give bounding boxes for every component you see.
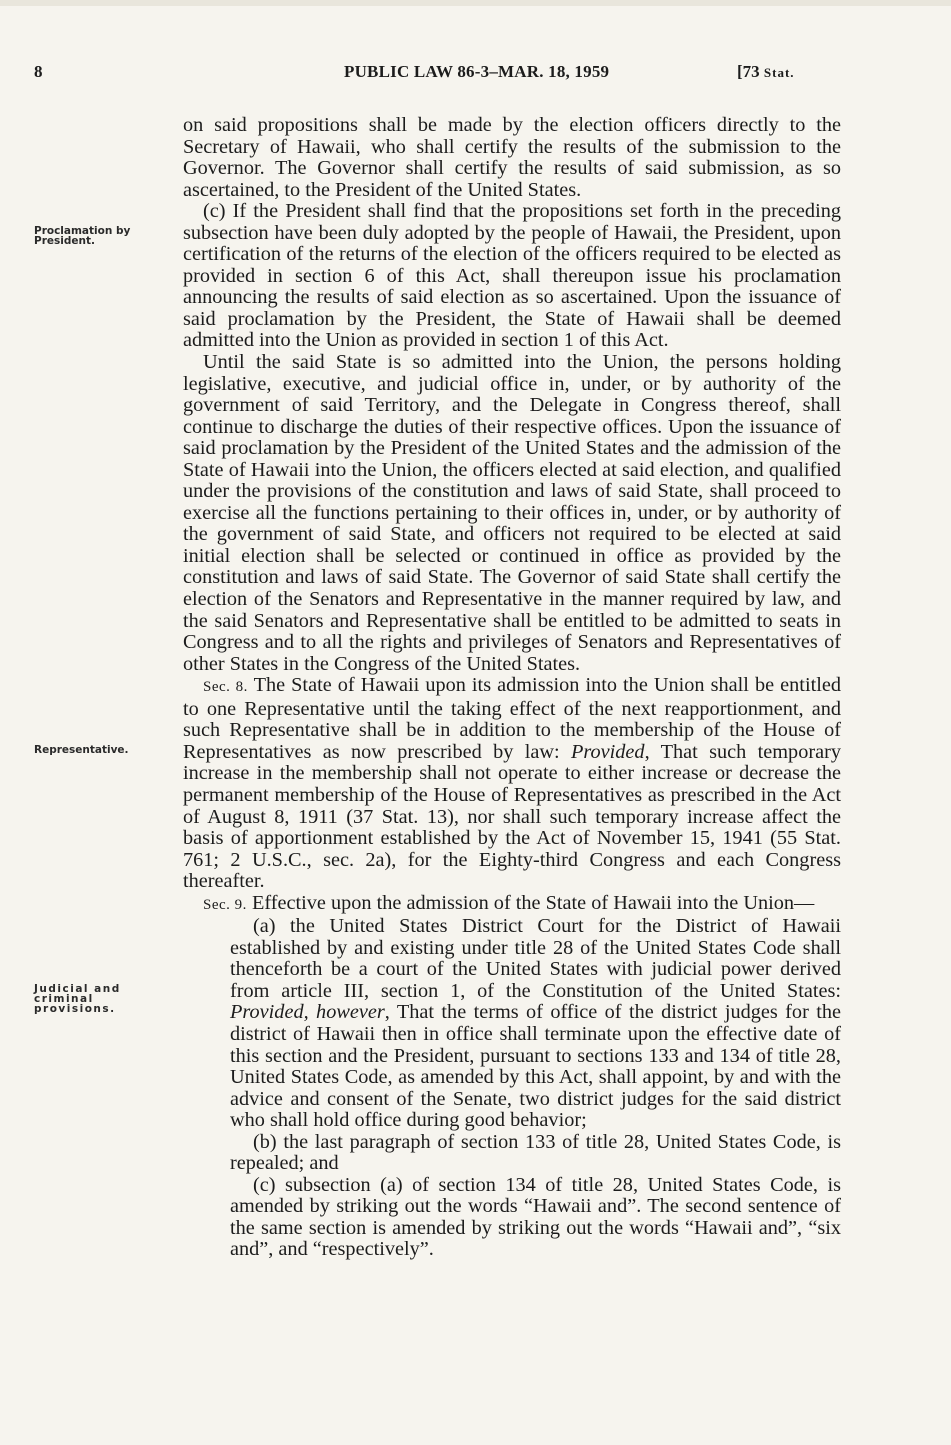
statute-label: Stat. [763, 65, 795, 80]
section-8 [183, 675, 841, 892]
page-title: PUBLIC LAW 86-3–MAR. 18, 1959 [344, 62, 610, 81]
section-9-item-c: (c) subsection (a) of section 134 of title 28, United States Code, is amended by striking out the words “Hawaii and”. The second sentence of the same section is amended by striking out the words “Hawaii and”, “six and”, and “respectively”. [230, 1173, 841, 1261]
section-9 [183, 893, 841, 917]
page-number: 8 [34, 62, 43, 81]
section-9-item-a [230, 916, 841, 1131]
paragraph-continuation: on said propositions shall be made by the election officers directly to the Secretary of Hawaii, who shall certify the results of the submission to the Governor. The Governor shall certify the results of said submission, as so ascertained, to the President of the United States. [183, 114, 841, 201]
item-a-text: (a) the United States District Court for the District of Hawaii established by and existing under title 28 of the United States Code shall thenceforth be a court of the United States with judicial power derived from article III, section 1, of the Constitution of the United States: [230, 915, 841, 1002]
section-8-text-b: , That such temporary increase in the membership shall not operate to either increase or decrease the permanent membership of the House of Representatives as prescribed in the Act of August 8, 1911 (37 Stat. 13), nor shall such temporary increase affect the basis of apportionment established by the Act of November 15, 1941 (55 Stat. 761; 2 U.S.C., sec. 2a), for the Eighty-third Congress and each Congress thereafter. [183, 740, 841, 893]
paragraph-transition: Until the said State is so admitted into the Union, the persons holding legislative, executive, and judicial office in, under, or by authority of the government of said Territory, and the Delegate in Congress thereof, shall continue to discharge the duties of their respective offices. Upon the issuance of said proclamation by the President of the United States and the admission of the State of Hawaii into the Union, the officers elected at said election, and qualified under the provisions of the constitution and laws of said State, shall proceed to exercise all the functions pertaining to their offices in, under, or by authority of the government of said State, and officers not required to be elected at said initial election shall be selected or continued in office as provided by the constitution and laws of said State. The Governor of said State shall certify the election of the Senators and Representative in the manner required by law, and the said Senators and Representative shall be entitled to be admitted to seats in Congress and to all the rights and privileges of Senators and Representatives of other States in the Congress of the United States. [183, 351, 841, 675]
statute-body [183, 115, 841, 1261]
section-9-item-b: (b) the last paragraph of section 133 of title 28, United States Code, is repealed; and [230, 1130, 841, 1175]
section-8-text-a: The State of Hawaii upon its admission into the Union shall be entitled to one Representative until the taking effect of the next reapportionment, and such Representative shall be in addition to the membership of the House of Representatives as now prescribed by law: [183, 674, 841, 763]
running-head [34, 62, 834, 90]
item-a-text-b: , That the terms of office of the district judges for the district of Hawaii then in office shall terminate upon the effective date of this section and the President, pursuant to sections 133 and 134 of title 28, United States Code, as amended by this Act, shall appoint, by and with the advice and consent of the Senate, two district judges for the said district who shall hold office during good behavior; [230, 1001, 842, 1132]
top-edge-shading [0, 0, 951, 6]
margin-note-proclamation: Proclamation by President. [34, 225, 131, 247]
section-9-label: Sec. 9. [203, 896, 247, 913]
section-8-label: Sec. 8. [203, 679, 248, 696]
margin-note-judicial: Judicial and criminal provisions. [34, 983, 121, 1015]
section-8-proviso: Provided [570, 740, 645, 763]
section-9-text: Effective upon the admission of the State of Hawaii into the Union— [246, 891, 815, 914]
item-a-proviso: Provided, however [230, 1001, 385, 1024]
statute-reference [737, 62, 795, 82]
margin-note-representative: Representative. [34, 744, 129, 756]
statute-bracket: [73 [737, 62, 764, 81]
paragraph-subsection-c: (c) If the President shall find that the propositions set forth in the preceding subsection have been duly adopted by the people of Hawaii, the President, upon certification of the returns of the election of the officers required to be elected as provided in section 6 of this Act, shall thereupon issue his proclamation announcing the results of said election as so ascertained. Upon the issuance of said proclamation by the President, the State of Hawaii shall be deemed admitted into the Union as provided in section 1 of this Act. [183, 200, 841, 352]
